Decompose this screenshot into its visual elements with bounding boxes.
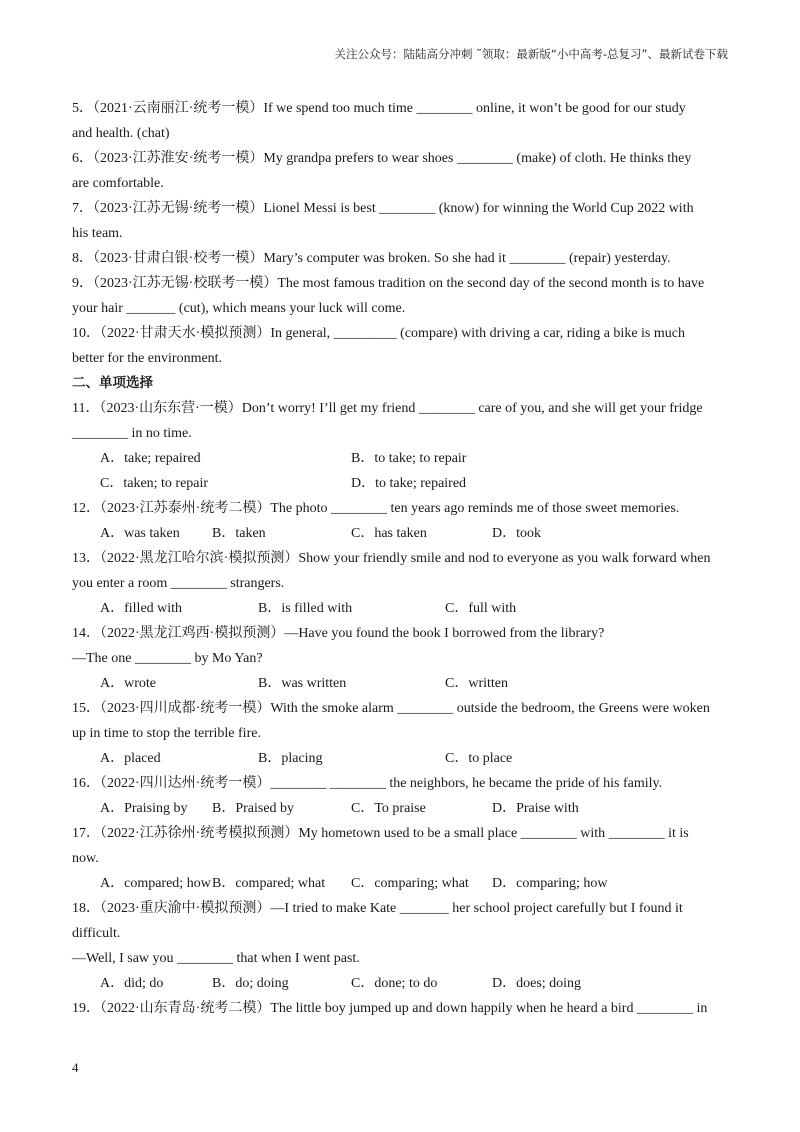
question-line: 19．（2022·山东青岛·统考二模）The little boy jumped up and down happily when he heard a bird ________ in bbox=[72, 1001, 708, 1016]
option-a[interactable]: A．filled with bbox=[100, 601, 183, 616]
question-line: and health. (chat) bbox=[72, 126, 170, 141]
option-a[interactable]: A．take; repaired bbox=[100, 451, 201, 466]
option-a[interactable]: A．compared; how bbox=[100, 876, 211, 891]
option-c[interactable]: C．to place bbox=[445, 751, 513, 766]
option-a[interactable]: A．was taken bbox=[100, 526, 180, 541]
question-line: now. bbox=[72, 851, 99, 866]
question-line: 16．（2022·四川达州·统考一模）________ ________ the neighbors, he became the pride of his family. bbox=[72, 776, 663, 791]
option-c[interactable]: C．has taken bbox=[351, 526, 427, 541]
option-c[interactable]: C．written bbox=[445, 676, 508, 691]
question-line: better for the environment. bbox=[72, 351, 223, 366]
question-line: are comfortable. bbox=[72, 176, 164, 191]
page-header: 关注公众号：陆陆高分冲刺 ˜领取：最新版“小中高考-总复习”、最新试卷下载 bbox=[334, 47, 728, 61]
question-line: 5．（2021·云南丽江·统考一模）If we spend too much time ________ online, it won’t be good for our study bbox=[72, 101, 686, 116]
question-line: 17．（2022·江苏徐州·统考模拟预测）My hometown used to be a small place ________ with ________ it is bbox=[72, 826, 689, 841]
question-line: 13．（2022·黑龙江哈尔滨·模拟预测）Show your friendly smile and nod to everyone as you walk forward when bbox=[72, 551, 711, 566]
question-line: 12．（2023·江苏泰州·统考二模）The photo ________ ten years ago reminds me of those sweet memories. bbox=[72, 501, 680, 516]
option-d[interactable]: D．Praise with bbox=[492, 801, 579, 816]
question-line: —The one ________ by Mo Yan? bbox=[72, 651, 263, 666]
option-b[interactable]: B．compared; what bbox=[212, 876, 326, 891]
option-b[interactable]: B．to take; to repair bbox=[351, 451, 467, 466]
section-title: 二、单项选择 bbox=[72, 375, 153, 391]
option-a[interactable]: A．placed bbox=[100, 751, 161, 766]
options-row bbox=[72, 746, 732, 771]
question-line: your hair _______ (cut), which means your luck will come. bbox=[72, 301, 406, 316]
option-d[interactable]: D．does; doing bbox=[492, 976, 582, 991]
option-c[interactable]: C．To praise bbox=[351, 801, 426, 816]
question-line: 15．（2023·四川成都·统考一模）With the smoke alarm ________ outside the bedroom, the Greens were woken bbox=[72, 701, 710, 716]
question-line: 11．（2023·山东东营·一模）Don’t worry! I’ll get my friend ________ care of you, and she will get your fridge bbox=[72, 401, 703, 416]
option-c[interactable]: C．full with bbox=[445, 601, 517, 616]
question-line: —Well, I saw you ________ that when I went past. bbox=[72, 951, 360, 966]
option-b[interactable]: B．taken bbox=[212, 526, 266, 541]
option-b[interactable]: B．Praised by bbox=[212, 801, 295, 816]
question-line: 6．（2023·江苏淮安·统考一模）My grandpa prefers to wear shoes ________ (make) of cloth. He thinks they bbox=[72, 151, 692, 166]
question-line: 8．（2023·甘肃白银·校考一模）Mary’s computer was broken. So she had it ________ (repair) yesterday. bbox=[72, 251, 671, 266]
option-c[interactable]: C．done; to do bbox=[351, 976, 438, 991]
options-row bbox=[72, 971, 732, 996]
options-row bbox=[72, 446, 732, 471]
options-row bbox=[72, 671, 732, 696]
question-line: 7．（2023·江苏无锡·统考一模）Lionel Messi is best ________ (know) for winning the World Cup 2022 with bbox=[72, 201, 694, 216]
question-line: ________ in no time. bbox=[72, 426, 192, 441]
question-line: 9．（2023·江苏无锡·校联考一模）The most famous tradition on the second day of the second month is to have bbox=[72, 276, 705, 291]
option-a[interactable]: A．Praising by bbox=[100, 801, 188, 816]
option-d[interactable]: D．to take; repaired bbox=[351, 476, 467, 491]
option-d[interactable]: D．took bbox=[492, 526, 541, 541]
question-line: up in time to stop the terrible fire. bbox=[72, 726, 261, 741]
option-a[interactable]: A．did; do bbox=[100, 976, 164, 991]
option-b[interactable]: B．do; doing bbox=[212, 976, 289, 991]
option-d[interactable]: D．comparing; how bbox=[492, 876, 608, 891]
question-line: 10．（2022·甘肃天水·模拟预测）In general, _________ (compare) with driving a car, riding a bike is much bbox=[72, 326, 685, 341]
option-b[interactable]: B．is filled with bbox=[258, 601, 353, 616]
question-line: difficult. bbox=[72, 926, 121, 941]
option-c[interactable]: C．comparing; what bbox=[351, 876, 469, 891]
question-line: 14．（2022·黑龙江鸡西·模拟预测）—Have you found the book I borrowed from the library? bbox=[72, 626, 605, 641]
question-line: you enter a room ________ strangers. bbox=[72, 576, 285, 591]
option-b[interactable]: B．was written bbox=[258, 676, 347, 691]
option-b[interactable]: B．placing bbox=[258, 751, 323, 766]
options-row bbox=[72, 471, 732, 496]
option-c[interactable]: C．taken; to repair bbox=[100, 476, 209, 491]
page-number: 4 bbox=[72, 1060, 79, 1075]
page-content bbox=[72, 96, 732, 1021]
question-line: his team. bbox=[72, 226, 123, 241]
question-line: 18．（2023·重庆渝中·模拟预测）—I tried to make Kate _______ her school project carefully but I found it bbox=[72, 901, 683, 916]
options-row bbox=[72, 521, 732, 546]
options-row bbox=[72, 796, 732, 821]
options-row bbox=[72, 871, 732, 896]
options-row bbox=[72, 596, 732, 621]
option-a[interactable]: A．wrote bbox=[100, 676, 156, 691]
